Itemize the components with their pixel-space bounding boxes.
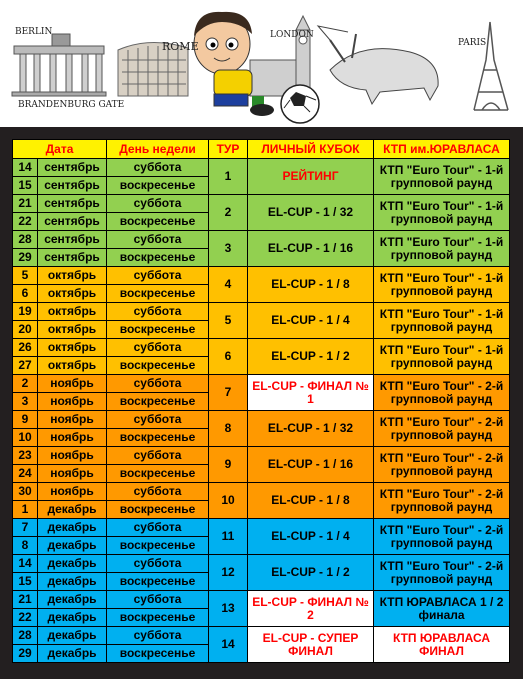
- table-row: [13, 375, 510, 393]
- tour-cell: 4: [209, 267, 248, 303]
- weekday-cell: воскресенье: [107, 177, 209, 195]
- weekday-cell: суббота: [107, 411, 209, 429]
- header-row: [13, 140, 510, 159]
- tour-cell: 1: [209, 159, 248, 195]
- table-row: [13, 231, 510, 249]
- weekday-cell: воскресенье: [107, 609, 209, 627]
- month-cell: сентябрь: [38, 177, 107, 195]
- tour-cell: 7: [209, 375, 248, 411]
- weekday-cell: воскресенье: [107, 393, 209, 411]
- cup-cell: EL-CUP - 1 / 8: [248, 483, 374, 519]
- month-cell: сентябрь: [38, 249, 107, 267]
- tour-cell: 12: [209, 555, 248, 591]
- day-cell: 6: [13, 285, 38, 303]
- brandenburg-caption: BRANDENBURG GATE: [18, 100, 125, 110]
- header-tour: ТУР: [209, 140, 248, 159]
- weekday-cell: суббота: [107, 339, 209, 357]
- weekday-cell: суббота: [107, 195, 209, 213]
- weekday-cell: воскресенье: [107, 357, 209, 375]
- cup-cell: EL-CUP - ФИНАЛ № 1: [248, 375, 374, 411]
- month-cell: декабрь: [38, 645, 107, 663]
- month-cell: октябрь: [38, 285, 107, 303]
- weekday-cell: воскресенье: [107, 429, 209, 447]
- ktp-cell: КТП "Euro Tour" - 2-й групповой раунд: [374, 519, 510, 555]
- month-cell: октябрь: [38, 357, 107, 375]
- header-ktp: КТП им.ЮРАВЛАСА: [374, 140, 510, 159]
- weekday-cell: суббота: [107, 519, 209, 537]
- day-cell: 2: [13, 375, 38, 393]
- month-cell: ноябрь: [38, 411, 107, 429]
- table-row: [13, 339, 510, 357]
- cup-cell: EL-CUP - СУПЕР ФИНАЛ: [248, 627, 374, 663]
- ktp-cell: КТП "Euro Tour" - 1-й групповой раунд: [374, 159, 510, 195]
- table-row: [13, 627, 510, 645]
- table-row: [13, 267, 510, 285]
- big-ben-icon: [250, 16, 310, 96]
- ktp-cell: КТП "Euro Tour" - 1-й групповой раунд: [374, 339, 510, 375]
- schedule-table: [12, 139, 510, 663]
- eiffel-tower-icon: [474, 22, 508, 110]
- weekday-cell: суббота: [107, 231, 209, 249]
- tour-cell: 6: [209, 339, 248, 375]
- month-cell: октябрь: [38, 321, 107, 339]
- rome-caption: ROME: [162, 40, 199, 53]
- weekday-cell: суббота: [107, 591, 209, 609]
- ktp-cell: КТП "Euro Tour" - 1-й групповой раунд: [374, 231, 510, 267]
- table-row: [13, 591, 510, 609]
- month-cell: декабрь: [38, 609, 107, 627]
- day-cell: 22: [13, 609, 38, 627]
- day-cell: 3: [13, 393, 38, 411]
- tour-cell: 13: [209, 591, 248, 627]
- weekday-cell: воскресенье: [107, 501, 209, 519]
- schedule-body: [13, 159, 510, 663]
- day-cell: 8: [13, 537, 38, 555]
- month-cell: октябрь: [38, 303, 107, 321]
- ktp-cell: КТП "Euro Tour" - 2-й групповой раунд: [374, 483, 510, 519]
- day-cell: 14: [13, 159, 38, 177]
- cup-cell: EL-CUP - 1 / 32: [248, 411, 374, 447]
- day-cell: 9: [13, 411, 38, 429]
- cup-cell: EL-CUP - 1 / 32: [248, 195, 374, 231]
- month-cell: ноябрь: [38, 447, 107, 465]
- day-cell: 29: [13, 645, 38, 663]
- weekday-cell: суббота: [107, 483, 209, 501]
- day-cell: 30: [13, 483, 38, 501]
- day-cell: 15: [13, 573, 38, 591]
- header-weekday: День недели: [107, 140, 209, 159]
- table-row: [13, 303, 510, 321]
- tour-cell: 8: [209, 411, 248, 447]
- weekday-cell: воскресенье: [107, 573, 209, 591]
- weekday-cell: суббота: [107, 627, 209, 645]
- table-row: [13, 447, 510, 465]
- month-cell: декабрь: [38, 519, 107, 537]
- tour-cell: 11: [209, 519, 248, 555]
- weekday-cell: суббота: [107, 267, 209, 285]
- day-cell: 26: [13, 339, 38, 357]
- month-cell: ноябрь: [38, 375, 107, 393]
- month-cell: ноябрь: [38, 465, 107, 483]
- brandenburg-gate-icon: [12, 34, 106, 96]
- cup-cell: EL-CUP - 1 / 4: [248, 303, 374, 339]
- weekday-cell: суббота: [107, 447, 209, 465]
- landmarks-banner: [0, 0, 523, 127]
- cup-cell: EL-CUP - 1 / 16: [248, 447, 374, 483]
- weekday-cell: суббота: [107, 303, 209, 321]
- day-cell: 21: [13, 195, 38, 213]
- month-cell: декабрь: [38, 537, 107, 555]
- tour-cell: 5: [209, 303, 248, 339]
- month-cell: сентябрь: [38, 159, 107, 177]
- ktp-cell: КТП "Euro Tour" - 1-й групповой раунд: [374, 267, 510, 303]
- month-cell: сентябрь: [38, 195, 107, 213]
- ktp-cell: КТП ЮРАВЛАСА 1 / 2 финала: [374, 591, 510, 627]
- ktp-cell: КТП "Euro Tour" - 2-й групповой раунд: [374, 447, 510, 483]
- day-cell: 10: [13, 429, 38, 447]
- month-cell: декабрь: [38, 627, 107, 645]
- weekday-cell: воскресенье: [107, 213, 209, 231]
- table-row: [13, 195, 510, 213]
- month-cell: декабрь: [38, 555, 107, 573]
- day-cell: 21: [13, 591, 38, 609]
- table-row: [13, 519, 510, 537]
- day-cell: 23: [13, 447, 38, 465]
- table-row: [13, 159, 510, 177]
- ktp-cell: КТП "Euro Tour" - 2-й групповой раунд: [374, 555, 510, 591]
- month-cell: октябрь: [38, 267, 107, 285]
- day-cell: 24: [13, 465, 38, 483]
- month-cell: ноябрь: [38, 483, 107, 501]
- day-cell: 28: [13, 627, 38, 645]
- day-cell: 7: [13, 519, 38, 537]
- ktp-cell: КТП "Euro Tour" - 1-й групповой раунд: [374, 303, 510, 339]
- table-row: [13, 411, 510, 429]
- day-cell: 14: [13, 555, 38, 573]
- day-cell: 29: [13, 249, 38, 267]
- day-cell: 28: [13, 231, 38, 249]
- table-row: [13, 555, 510, 573]
- day-cell: 15: [13, 177, 38, 195]
- tour-cell: 9: [209, 447, 248, 483]
- london-caption: LONDON: [270, 30, 314, 40]
- tour-cell: 2: [209, 195, 248, 231]
- weekday-cell: воскресенье: [107, 645, 209, 663]
- weekday-cell: воскресенье: [107, 465, 209, 483]
- day-cell: 19: [13, 303, 38, 321]
- ktp-cell: КТП ЮРАВЛАСА ФИНАЛ: [374, 627, 510, 663]
- month-cell: декабрь: [38, 591, 107, 609]
- day-cell: 20: [13, 321, 38, 339]
- cup-cell: EL-CUP - 1 / 2: [248, 555, 374, 591]
- month-cell: декабрь: [38, 501, 107, 519]
- month-cell: сентябрь: [38, 213, 107, 231]
- cup-cell: РЕЙТИНГ: [248, 159, 374, 195]
- day-cell: 22: [13, 213, 38, 231]
- tour-cell: 10: [209, 483, 248, 519]
- ktp-cell: КТП "Euro Tour" - 1-й групповой раунд: [374, 195, 510, 231]
- weekday-cell: воскресенье: [107, 285, 209, 303]
- berlin-caption: BERLIN: [15, 27, 53, 37]
- header-personal-cup: ЛИЧНЫЙ КУБОК: [248, 140, 374, 159]
- schedule-panel: [0, 127, 523, 679]
- month-cell: ноябрь: [38, 393, 107, 411]
- cup-cell: EL-CUP - ФИНАЛ № 2: [248, 591, 374, 627]
- month-cell: декабрь: [38, 573, 107, 591]
- weekday-cell: воскресенье: [107, 321, 209, 339]
- weekday-cell: суббота: [107, 159, 209, 177]
- cup-cell: EL-CUP - 1 / 4: [248, 519, 374, 555]
- weekday-cell: воскресенье: [107, 537, 209, 555]
- ktp-cell: КТП "Euro Tour" - 2-й групповой раунд: [374, 375, 510, 411]
- weekday-cell: воскресенье: [107, 249, 209, 267]
- weekday-cell: суббота: [107, 375, 209, 393]
- day-cell: 27: [13, 357, 38, 375]
- header-date: Дата: [13, 140, 107, 159]
- table-row: [13, 483, 510, 501]
- bull-icon: [318, 26, 438, 104]
- day-cell: 1: [13, 501, 38, 519]
- paris-caption: PARIS: [458, 38, 487, 48]
- ktp-cell: КТП "Euro Tour" - 2-й групповой раунд: [374, 411, 510, 447]
- tour-cell: 14: [209, 627, 248, 663]
- tour-cell: 3: [209, 231, 248, 267]
- month-cell: сентябрь: [38, 231, 107, 249]
- weekday-cell: суббота: [107, 555, 209, 573]
- month-cell: октябрь: [38, 339, 107, 357]
- cup-cell: EL-CUP - 1 / 2: [248, 339, 374, 375]
- cup-cell: EL-CUP - 1 / 8: [248, 267, 374, 303]
- month-cell: ноябрь: [38, 429, 107, 447]
- cup-cell: EL-CUP - 1 / 16: [248, 231, 374, 267]
- day-cell: 5: [13, 267, 38, 285]
